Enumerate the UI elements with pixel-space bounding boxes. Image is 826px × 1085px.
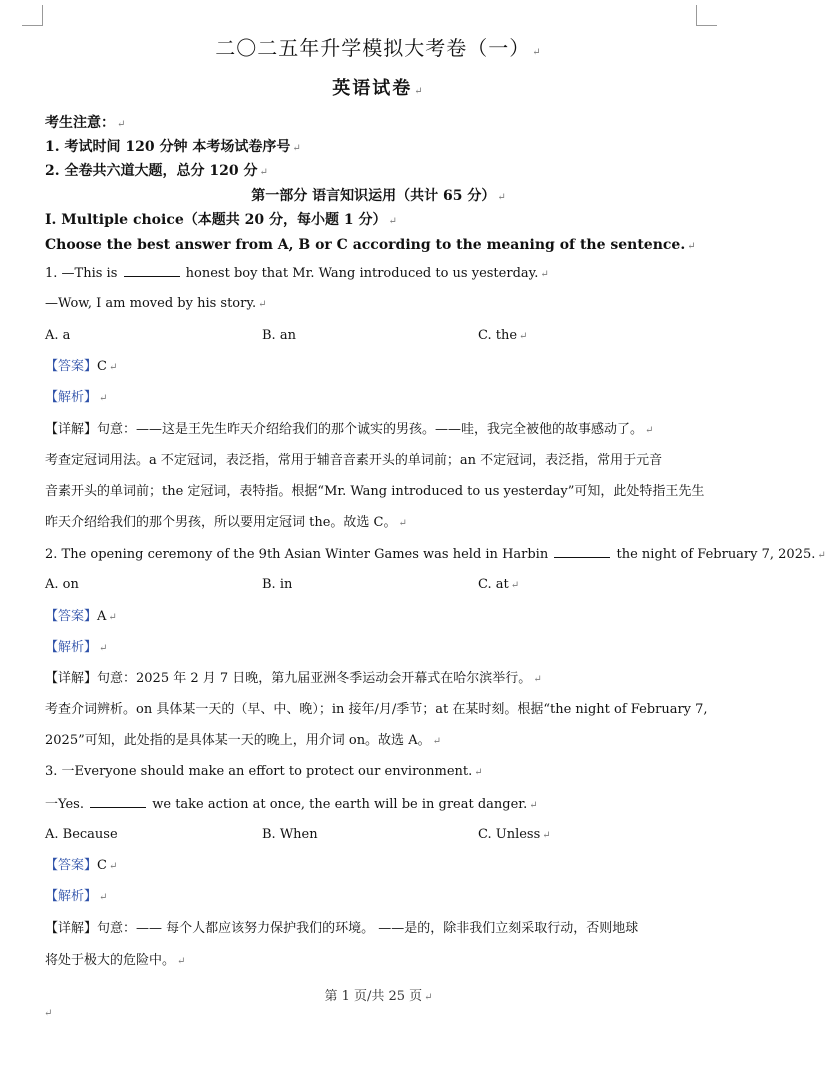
question-1-option-b: B. an [262,328,296,343]
question-1-detail-line: 音素开头的单词前；the 定冠词，表特指。根据“Mr. Wang introduced to us yesterday”可知，此处特指王先生 [45,484,705,499]
question-3-detail-line: 【详解】句意：—— 每个人都应该努力保护我们的环境。 ——是的，除非我们立刻采取行动，否则地球 [45,921,639,936]
question-1-answer: 【答案】C ↵ [45,359,118,374]
paragraph-mark-icon: ↵ [99,393,108,404]
paragraph-mark-icon: ↵ [108,612,117,623]
exam-title: 二〇二五年升学模拟大考卷（一） ↵ [215,36,542,60]
question-1-reply: —Wow, I am moved by his story. ↵ [45,296,267,311]
paragraph-mark-icon: ↵ [529,800,538,811]
paragraph-mark-icon: ↵ [414,86,425,97]
paragraph-mark-icon: ↵ [645,425,654,436]
question-2-analysis: 【解析】 ↵ [45,640,108,655]
answer-blank [124,264,180,277]
question-3-analysis: 【解析】 ↵ [45,889,108,904]
question-1-detail-line: 考查定冠词用法。a 不定冠词，表泛指，常用于辅音音素开头的单词前；an 不定冠词，表泛指，常用于元音 [45,453,663,468]
paragraph-mark-icon: ↵ [292,143,301,154]
paragraph-mark-icon: ↵ [108,861,118,872]
paragraph-mark-icon: ↵ [432,736,441,747]
question-2-option-b: B. in [262,577,293,592]
question-3-reply: 一Yes. we take action at once, the earth will be in great danger. ↵ [45,797,538,812]
question-2-detail-line: 考查介词辨析。on 具体某一天的（早、中、晚）；in 接年/月/季节；at 在某时刻。根据“the night of February 7, [45,702,708,717]
question-1-detail-line: 【详解】句意：——这是王先生昨天介绍给我们的那个诚实的男孩。——哇，我完全被他的故事感动了。 ↵ [45,422,654,437]
question-2-answer: 【答案】A ↵ [45,609,117,624]
question-2-option-a: A. on [45,577,79,592]
question-3-detail-line: 将处于极大的危险中。 ↵ [45,953,186,968]
page-footer: 第 1 页/共 25 页 ↵ [324,989,433,1004]
question-2-stem: 2. The opening ceremony of the 9th Asian Winter Games was held in Harbin the night of February 7, 2025. ↵ [45,547,826,562]
question-3-option-a: A. Because [45,827,118,842]
question-1-analysis: 【解析】 ↵ [45,390,108,405]
page-corner-mark-right [696,5,717,26]
paragraph-mark-icon: ↵ [44,1008,53,1019]
notice-item: 2. 全卷共六道大题，总分 120 分 ↵ [45,163,268,179]
paragraph-mark-icon: ↵ [519,331,528,342]
paragraph-mark-icon: ↵ [510,580,520,591]
answer-blank [90,795,146,808]
paragraph-mark-icon: ↵ [474,767,483,778]
page-corner-mark-left [22,5,43,26]
paragraph-mark-icon: ↵ [117,119,126,130]
question-1-option-c: C. the ↵ [478,328,528,343]
trailing-paragraph [42,1004,52,1023]
paragraph-mark-icon: ↵ [108,362,118,373]
section-instruction: Choose the best answer from A, B or C according to the meaning of the sentence. ↵ [45,237,696,253]
paragraph-mark-icon: ↵ [99,643,108,654]
paragraph-mark-icon: ↵ [540,269,549,280]
paragraph-mark-icon: ↵ [259,167,268,178]
paragraph-mark-icon: ↵ [398,518,407,529]
question-3-option-b: B. When [262,827,318,842]
notice-item: 1. 考试时间 120 分钟 本考场试卷序号 ↵ [45,139,301,155]
paragraph-mark-icon: ↵ [258,299,267,310]
question-2-detail-line: 2025”可知，此处指的是具体某一天的晚上，用介词 on。故选 A。 ↵ [45,733,441,748]
paragraph-mark-icon: ↵ [687,241,696,252]
question-1-stem: 1. —This is honest boy that Mr. Wang introduced to us yesterday. ↵ [45,266,549,281]
question-1-detail-line: 昨天介绍给我们的那个男孩，所以要用定冠词 the。故选 C。 ↵ [45,515,407,530]
paragraph-mark-icon: ↵ [99,892,108,903]
paragraph-mark-icon: ↵ [817,550,826,561]
part-title: 第一部分 语言知识运用（共计 65 分） ↵ [251,188,506,204]
paragraph-mark-icon: ↵ [532,47,542,58]
answer-blank [554,545,610,558]
question-2-option-c: C. at ↵ [478,577,520,592]
question-2-detail-line: 【详解】句意：2025 年 2 月 7 日晚，第九届亚洲冬季运动会开幕式在哈尔滨举行。 ↵ [45,671,542,686]
paragraph-mark-icon: ↵ [424,992,433,1003]
question-3-stem: 3. 一Everyone should make an effort to protect our environment. ↵ [45,764,483,779]
section-subtitle: Ⅰ. Multiple choice（本题共 20 分，每小题 1 分） ↵ [45,212,397,228]
paragraph-mark-icon: ↵ [388,216,397,227]
paragraph-mark-icon: ↵ [542,830,551,841]
paragraph-mark-icon: ↵ [497,192,506,203]
exam-subtitle: 英语试卷 ↵ [332,78,425,99]
notice-heading: 考生注意： ↵ [45,115,126,131]
question-3-option-c: C. Unless ↵ [478,827,551,842]
paragraph-mark-icon: ↵ [533,674,542,685]
question-1-option-a: A. a [45,328,71,343]
paragraph-mark-icon: ↵ [177,956,186,967]
question-3-answer: 【答案】C ↵ [45,858,118,873]
